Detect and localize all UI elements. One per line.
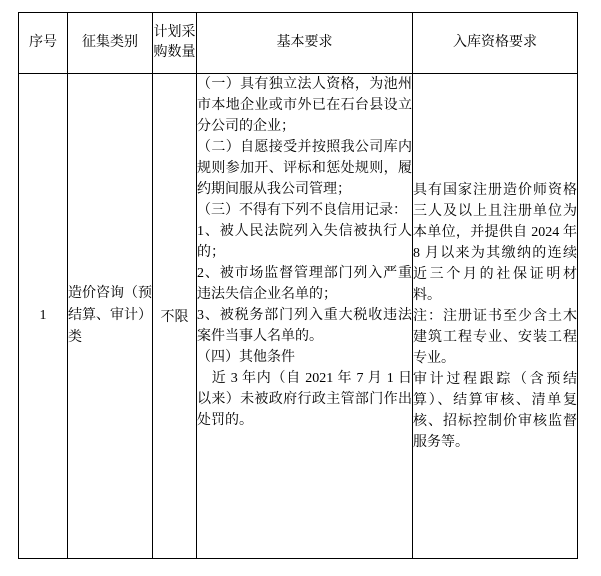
paragraph: 2、被市场监督管理部门列入严重违法失信企业名单的；	[197, 266, 412, 302]
cell-basic-requirements	[197, 74, 413, 559]
paragraph: 审计过程跟踪（含预结算）、结算审核、清单复核、招标控制价审核监督服务等。	[413, 371, 577, 450]
header-cell-category: 征集类别	[68, 13, 153, 74]
category-text: 造价咨询（预结算、审计）类	[68, 286, 152, 345]
paragraph: （二）自愿接受并按照我公司库内规则参加开、评标和惩处规则，履约期间服从我公司管理；	[197, 140, 412, 197]
paragraph: 3、被税务部门列入重大税收违法案件当事人名单的。	[197, 308, 412, 344]
cell-seq: 1	[19, 74, 68, 559]
paragraph: 注：注册证书至少含土木建筑工程专业、安装工程专业。	[413, 308, 577, 366]
header-cell-qualification-requirements: 入库资格要求	[413, 13, 578, 74]
paragraph: 1、被人民法院列入失信被执行人的；	[197, 224, 412, 260]
paragraph: 具有国家注册造价师资格三人及以上且注册单位为本单位，并提供自 2024 年 8 月以来为其缴纳的连续近三个月的社保证明材料。	[413, 182, 577, 303]
header-cell-quantity: 计划采购数量	[153, 13, 197, 74]
paragraph: （一）具有独立法人资格，为池州市本地企业或市外已在石台县设立分公司的企业；	[197, 77, 412, 134]
cell-qualification-requirements	[413, 74, 578, 559]
header-cell-basic-requirements: 基本要求	[197, 13, 413, 74]
paragraph: （四）其他条件	[197, 350, 295, 365]
header-row	[19, 13, 578, 74]
qualification-text	[413, 180, 577, 453]
paragraph: （三）不得有下列不良信用记录：	[197, 203, 407, 218]
procurement-table	[18, 12, 578, 559]
cell-category	[68, 74, 153, 559]
header-cell-seq: 序号	[19, 13, 68, 74]
table-row	[19, 74, 578, 559]
cell-quantity: 不限	[153, 74, 197, 559]
paragraph: 近 3 年内（自 2021 年 7 月 1 日以来）未被政府行政主管部门作出处罚的。	[197, 371, 412, 428]
